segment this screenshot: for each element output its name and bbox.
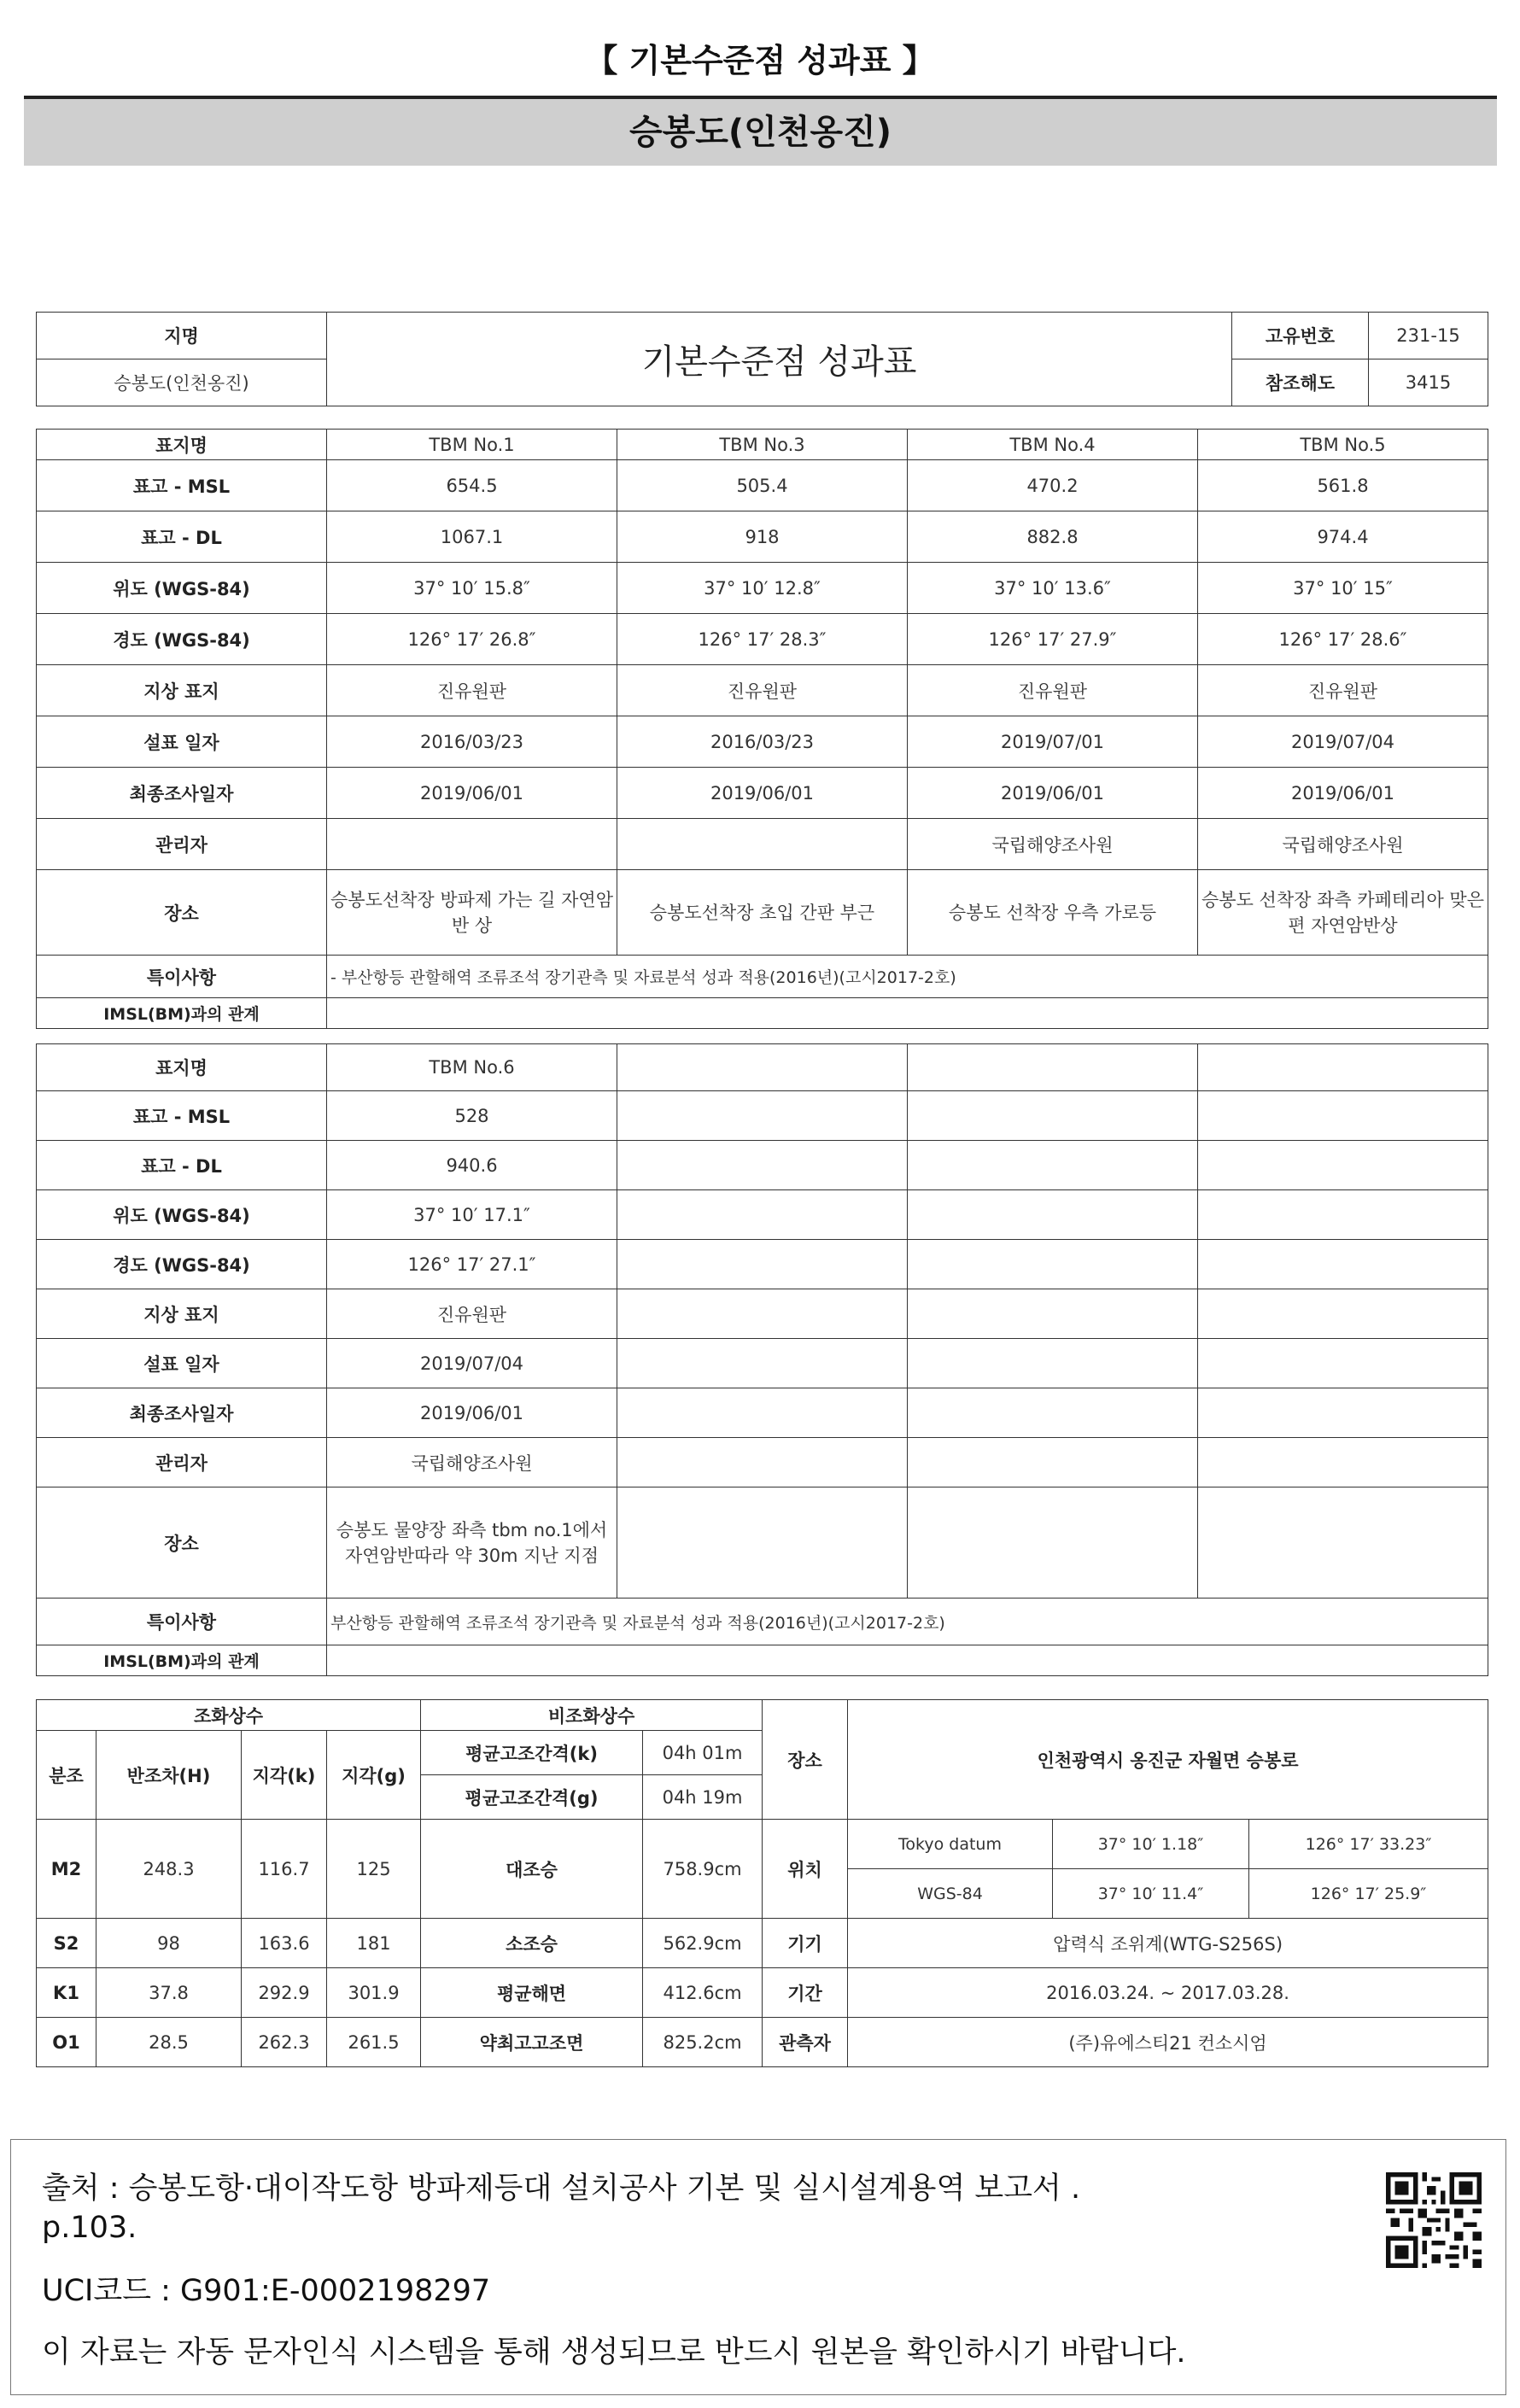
row-label-imsl: IMSL(BM)과의 관계 — [37, 1645, 327, 1676]
source-line-1: 출처 : 승봉도항·대이작도항 방파제등대 설치공사 기본 및 실시설계용역 보고서 . — [42, 2171, 1081, 2206]
wgs-lat: 37° 10′ 11.4″ — [1053, 1869, 1249, 1919]
tbm-dl: 974.4 — [1198, 511, 1488, 563]
tbm-marker: 진유원판 — [1198, 665, 1488, 716]
wgs-datum-label: WGS-84 — [848, 1869, 1053, 1919]
tbm-dl: 918 — [617, 511, 908, 563]
tokyo-datum-label: Tokyo datum — [848, 1820, 1053, 1869]
station-band-title: 승봉도(인천옹진) — [24, 96, 1497, 166]
phase-k-value: 116.7 — [242, 1820, 327, 1919]
tbm-name: TBM No.4 — [908, 430, 1198, 460]
row-label-msl: 표고 - MSL — [37, 1091, 327, 1141]
tbm-lat: 37° 10′ 17.1″ — [327, 1190, 617, 1240]
empty-cell — [617, 1289, 908, 1339]
tbm-marker: 진유원판 — [327, 665, 617, 716]
source-line-2: p.103. — [42, 2211, 137, 2245]
row-label-name: 표지명 — [37, 1044, 327, 1091]
tokyo-lon: 126° 17′ 33.23″ — [1249, 1820, 1488, 1869]
row-label-install: 설표 일자 — [37, 716, 327, 768]
tbm-lat: 37° 10′ 12.8″ — [617, 563, 908, 614]
info-label: 기간 — [763, 1968, 848, 2018]
empty-cell — [1198, 1190, 1488, 1240]
interval-g-value: 04h 19m — [643, 1775, 763, 1820]
nonharmonic-value: 412.6cm — [643, 1968, 763, 2018]
tbm-marker: 진유원판 — [617, 665, 908, 716]
tbm-lon: 126° 17′ 26.8″ — [327, 614, 617, 665]
empty-cell — [1198, 1141, 1488, 1190]
row-label-survey: 최종조사일자 — [37, 768, 327, 819]
row-label-manager: 관리자 — [37, 819, 327, 870]
row-label-marker: 지상 표지 — [37, 1289, 327, 1339]
main-table-title: 기본수준점 성과표 — [327, 313, 1232, 406]
empty-cell — [1198, 1091, 1488, 1141]
nonharmonic-value: 562.9cm — [643, 1919, 763, 1968]
component-name: O1 — [37, 2018, 96, 2067]
tbm-msl: 528 — [327, 1091, 617, 1141]
row-label-name: 표지명 — [37, 430, 327, 460]
tbm-location: 승봉도 선착장 우측 가로등 — [908, 870, 1198, 956]
place-value: 인천광역시 옹진군 자월면 승봉로 — [848, 1700, 1488, 1820]
empty-cell — [617, 1388, 908, 1438]
qr-code-icon[interactable] — [1386, 2172, 1482, 2268]
tbm-manager: 국립해양조사원 — [327, 1438, 617, 1487]
row-label-marker: 지상 표지 — [37, 665, 327, 716]
nonharmonic-label: 평균해면 — [421, 1968, 643, 2018]
empty-cell — [908, 1339, 1198, 1388]
empty-cell — [908, 1289, 1198, 1339]
empty-cell — [1198, 1289, 1488, 1339]
nonharmonic-value: 758.9cm — [643, 1820, 763, 1919]
empty-cell — [617, 1091, 908, 1141]
row-label-remarks: 특이사항 — [37, 956, 327, 998]
tokyo-lat: 37° 10′ 1.18″ — [1053, 1820, 1249, 1869]
row-label-install: 설표 일자 — [37, 1339, 327, 1388]
document-title: 【 기본수준점 성과표 】 — [585, 42, 935, 79]
tbm-manager: 국립해양조사원 — [1198, 819, 1488, 870]
tbm-dl: 1067.1 — [327, 511, 617, 563]
nonharmonic-label: 소조승 — [421, 1919, 643, 1968]
col-component: 분조 — [37, 1731, 96, 1820]
interval-g-label: 평균고조간격(g) — [421, 1775, 643, 1820]
col-phase-g: 지각(g) — [327, 1731, 421, 1820]
empty-cell — [908, 1190, 1198, 1240]
imsl-value — [327, 998, 1488, 1029]
row-label-lat: 위도 (WGS-84) — [37, 563, 327, 614]
empty-cell — [908, 1141, 1198, 1190]
tbm-survey-date: 2019/06/01 — [327, 768, 617, 819]
row-label-lat: 위도 (WGS-84) — [37, 1190, 327, 1240]
tbm-dl: 940.6 — [327, 1141, 617, 1190]
empty-cell — [1198, 1487, 1488, 1599]
tbm-name: TBM No.3 — [617, 430, 908, 460]
place-value: 승봉도(인천옹진) — [37, 359, 327, 406]
tbm-name: TBM No.6 — [327, 1044, 617, 1091]
empty-cell — [617, 1438, 908, 1487]
tbm-survey-date: 2019/06/01 — [617, 768, 908, 819]
benchmark-table-1 — [36, 429, 1488, 1029]
empty-cell — [908, 1240, 1198, 1289]
row-label-remarks: 특이사항 — [37, 1599, 327, 1645]
phase-k-value: 262.3 — [242, 2018, 327, 2067]
chart-value: 3415 — [1369, 359, 1488, 406]
nonharmonic-label: 약최고고조면 — [421, 2018, 643, 2067]
component-name: K1 — [37, 1968, 96, 2018]
phase-g-value: 261.5 — [327, 2018, 421, 2067]
tbm-manager — [617, 819, 908, 870]
interval-k-value: 04h 01m — [643, 1731, 763, 1775]
amplitude-value: 98 — [96, 1919, 242, 1968]
tbm-msl: 505.4 — [617, 460, 908, 511]
empty-cell — [617, 1044, 908, 1091]
empty-cell — [1198, 1438, 1488, 1487]
harmonic-constants-table — [36, 1699, 1488, 2067]
empty-cell — [1198, 1339, 1488, 1388]
amplitude-value: 28.5 — [96, 2018, 242, 2067]
phase-k-value: 292.9 — [242, 1968, 327, 2018]
tbm-survey-date: 2019/06/01 — [327, 1388, 617, 1438]
phase-g-value: 125 — [327, 1820, 421, 1919]
empty-cell — [908, 1044, 1198, 1091]
tbm-location: 승봉도선착장 초입 간판 부근 — [617, 870, 908, 956]
tbm-lat: 37° 10′ 15″ — [1198, 563, 1488, 614]
empty-cell — [617, 1141, 908, 1190]
row-label-dl: 표고 - DL — [37, 1141, 327, 1190]
tbm-lat: 37° 10′ 15.8″ — [327, 563, 617, 614]
info-label: 관측자 — [763, 2018, 848, 2067]
tbm-msl: 470.2 — [908, 460, 1198, 511]
source-footer — [10, 2139, 1506, 2395]
amplitude-value: 248.3 — [96, 1820, 242, 1919]
empty-cell — [1198, 1240, 1488, 1289]
col-amplitude: 반조차(H) — [96, 1731, 242, 1820]
row-label-msl: 표고 - MSL — [37, 460, 327, 511]
col-phase-k: 지각(k) — [242, 1731, 327, 1820]
info-value: (주)유에스티21 컨소시엄 — [848, 2018, 1488, 2067]
tbm-survey-date: 2019/06/01 — [1198, 768, 1488, 819]
tbm-lon: 126° 17′ 28.3″ — [617, 614, 908, 665]
row-label-location: 장소 — [37, 1487, 327, 1599]
tbm-install-date: 2016/03/23 — [617, 716, 908, 768]
tbm-marker: 진유원판 — [908, 665, 1198, 716]
empty-cell — [908, 1388, 1198, 1438]
tbm-msl: 654.5 — [327, 460, 617, 511]
nonharmonic-value: 825.2cm — [643, 2018, 763, 2067]
place-label: 지명 — [37, 313, 327, 359]
id-value: 231-15 — [1369, 313, 1488, 359]
tbm-install-date: 2016/03/23 — [327, 716, 617, 768]
phase-k-value: 163.6 — [242, 1919, 327, 1968]
row-label-lon: 경도 (WGS-84) — [37, 1240, 327, 1289]
interval-k-label: 평균고조간격(k) — [421, 1731, 643, 1775]
tbm-manager — [327, 819, 617, 870]
imsl-value — [327, 1645, 1488, 1676]
tbm-location: 승봉도 선착장 좌측 카페테리아 맞은편 자연암반상 — [1198, 870, 1488, 956]
benchmark-table-2 — [36, 1043, 1488, 1676]
row-label-lon: 경도 (WGS-84) — [37, 614, 327, 665]
tbm-name: TBM No.5 — [1198, 430, 1488, 460]
tbm-install-date: 2019/07/04 — [1198, 716, 1488, 768]
empty-cell — [1198, 1044, 1488, 1091]
info-value: 압력식 조위계(WTG-S256S) — [848, 1919, 1488, 1968]
empty-cell — [617, 1487, 908, 1599]
empty-cell — [617, 1339, 908, 1388]
info-table — [36, 312, 1488, 406]
tbm-lat: 37° 10′ 13.6″ — [908, 563, 1198, 614]
harmonic-group-label: 조화상수 — [37, 1700, 421, 1731]
chart-label: 참조해도 — [1232, 359, 1369, 406]
tbm-dl: 882.8 — [908, 511, 1198, 563]
empty-cell — [617, 1190, 908, 1240]
empty-cell — [617, 1240, 908, 1289]
phase-g-value: 181 — [327, 1919, 421, 1968]
tbm-manager: 국립해양조사원 — [908, 819, 1198, 870]
row-label-survey: 최종조사일자 — [37, 1388, 327, 1438]
empty-cell — [1198, 1388, 1488, 1438]
tbm-lon: 126° 17′ 28.6″ — [1198, 614, 1488, 665]
empty-cell — [908, 1091, 1198, 1141]
empty-cell — [908, 1438, 1198, 1487]
info-value: 2016.03.24. ~ 2017.03.28. — [848, 1968, 1488, 2018]
tbm-location: 승봉도 물양장 좌측 tbm no.1에서 자연암반따라 약 30m 지난 지점 — [327, 1487, 617, 1599]
tbm-survey-date: 2019/06/01 — [908, 768, 1198, 819]
row-label-manager: 관리자 — [37, 1438, 327, 1487]
uci-code: UCI코드 : G901:E-0002198297 — [42, 2274, 491, 2308]
row-label-location: 장소 — [37, 870, 327, 956]
remarks-value: - 부산항등 관할해역 조류조석 장기관측 및 자료분석 성과 적용(2016년)(고시2017-2호) — [327, 956, 1488, 998]
nonharmonic-label: 대조승 — [421, 1820, 643, 1919]
component-name: S2 — [37, 1919, 96, 1968]
row-label-dl: 표고 - DL — [37, 511, 327, 563]
empty-cell — [908, 1487, 1198, 1599]
row-label-imsl: IMSL(BM)과의 관계 — [37, 998, 327, 1029]
tbm-marker: 진유원판 — [327, 1289, 617, 1339]
tbm-install-date: 2019/07/01 — [908, 716, 1198, 768]
remarks-value: 부산항등 관할해역 조류조석 장기관측 및 자료분석 성과 적용(2016년)(고시2017-2호) — [327, 1599, 1488, 1645]
tbm-name: TBM No.1 — [327, 430, 617, 460]
info-label: 기기 — [763, 1919, 848, 1968]
amplitude-value: 37.8 — [96, 1968, 242, 2018]
position-label: 위치 — [763, 1820, 848, 1919]
tbm-location: 승봉도선착장 방파제 가는 길 자연암반 상 — [327, 870, 617, 956]
ocr-notice: 이 자료는 자동 문자인식 시스템을 통해 생성되므로 반드시 원본을 확인하시기 바랍니다. — [42, 2335, 1186, 2370]
tbm-lon: 126° 17′ 27.1″ — [327, 1240, 617, 1289]
place-label: 장소 — [763, 1700, 848, 1820]
phase-g-value: 301.9 — [327, 1968, 421, 2018]
id-label: 고유번호 — [1232, 313, 1369, 359]
wgs-lon: 126° 17′ 25.9″ — [1249, 1869, 1488, 1919]
tbm-install-date: 2019/07/04 — [327, 1339, 617, 1388]
tbm-lon: 126° 17′ 27.9″ — [908, 614, 1198, 665]
component-name: M2 — [37, 1820, 96, 1919]
tbm-msl: 561.8 — [1198, 460, 1488, 511]
nonharmonic-group-label: 비조화상수 — [421, 1700, 763, 1731]
